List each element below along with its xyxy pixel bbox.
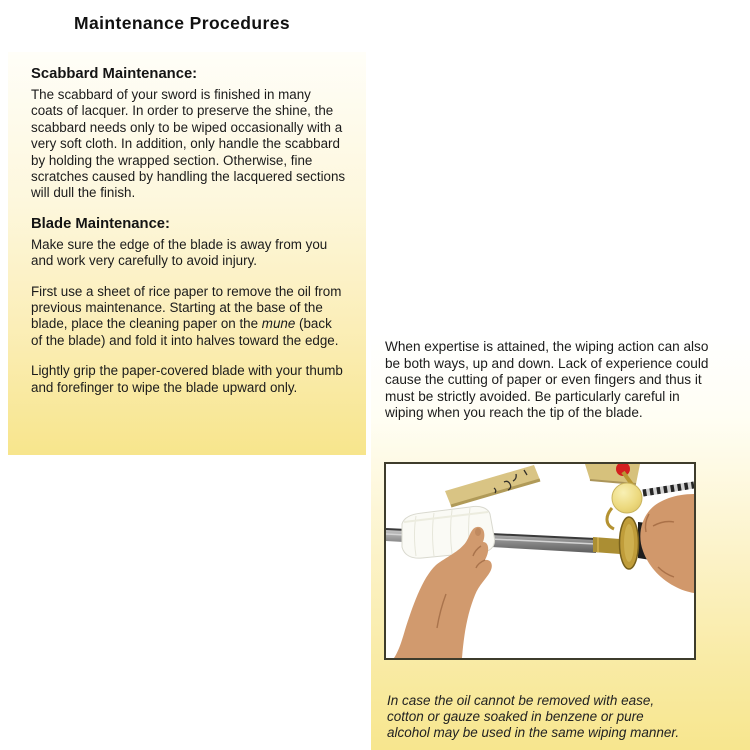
page-title: Maintenance Procedures bbox=[74, 13, 290, 33]
blade-paragraph-2 bbox=[31, 284, 346, 350]
scabbard-maintenance-paragraph: The scabbard of your sword is finished in many coats of lacquer. In order to preserve the shine, the scabbard needs only to be wiped occasionally with a very soft cloth. In addition, only handle the scabbard by holding the wrapped section. Otherwise, fine scratches caused by handling the lacquered sections will dull the finish. bbox=[31, 87, 346, 201]
sword-wiping-illustration bbox=[386, 464, 694, 658]
blade-paragraph-3: Lightly grip the paper-covered blade with your thumb and forefinger to wipe the blade upward only. bbox=[31, 363, 343, 395]
brass-loop bbox=[607, 508, 614, 529]
blade-paragraph-1: Make sure the edge of the blade is away from you and work very carefully to avoid injury. bbox=[31, 236, 328, 269]
photo-caption: In case the oil cannot be removed with ease, cotton or gauze soaked in benzene or pure alcohol may be used in the same wiping manner. bbox=[387, 692, 680, 740]
wiping-advice-paragraph: When expertise is attained, the wiping action can also be both ways, up and down. Lack of experience could cause the cutting of paper or even fingers and thus it must be strictly avoided. Be particularly careful in wiping when you reach the tip of the blade. bbox=[385, 339, 709, 420]
left-text-panel bbox=[8, 52, 366, 455]
right-hand-fist bbox=[640, 494, 694, 593]
uchiko-ball bbox=[612, 483, 642, 513]
tsuba-guard bbox=[620, 517, 639, 569]
sword-wiping-photo bbox=[384, 462, 696, 660]
scabbard-plank bbox=[445, 465, 540, 506]
blade-paragraph-2-text-end: (back of the blade) and fold it into halves toward the edge. bbox=[31, 316, 339, 348]
blade-maintenance-heading: Blade Maintenance: bbox=[31, 215, 170, 232]
blade-paragraph-2-text: First use a sheet of rice paper to remove the oil from previous maintenance. Starting at the base of the blade, place the cleaning paper on the bbox=[31, 283, 342, 332]
mune-italic-term: mune bbox=[261, 316, 296, 332]
scabbard-maintenance-heading: Scabbard Maintenance: bbox=[31, 66, 198, 82]
uchiko-handle-stick bbox=[643, 485, 694, 493]
